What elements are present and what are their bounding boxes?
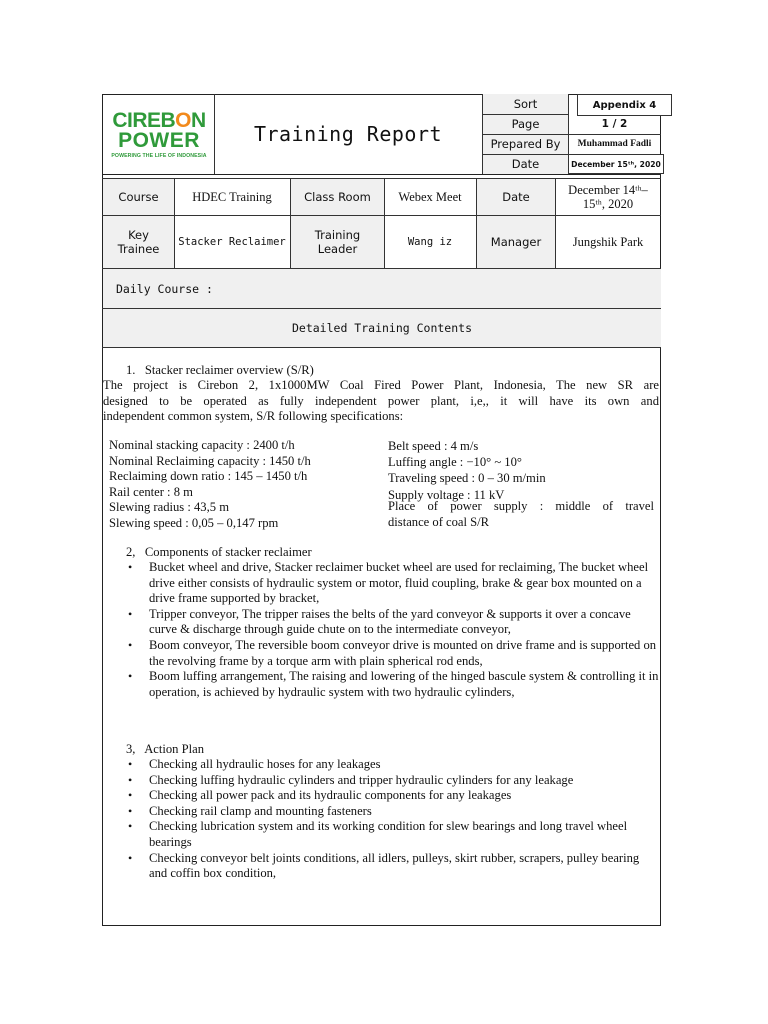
key-trainee-label-line1: Key <box>128 228 149 242</box>
meta-label-page: Page <box>483 114 568 134</box>
specs-left <box>109 438 311 532</box>
meta-value-prepared-by: Muhammad Fadli <box>577 139 652 149</box>
list-item: • Checking lubrication system and its working condition for slew bearings and long travel wheel bearings <box>126 819 660 850</box>
training-leader-label-line2: Leader <box>317 242 358 256</box>
spec-belt-speed: Belt speed : 4 m/s <box>388 439 479 453</box>
page-title: Training Report <box>253 122 443 146</box>
date-label: Date <box>477 179 555 215</box>
section3-bullet-list <box>126 757 660 882</box>
course-value: HDEC Training <box>192 189 272 204</box>
list-item: • Boom luffing arrangement, The raising and lowering of the hinged bascule system & controlling it in operation, is achieved by hydraulic system with two hydraulic cylinders, <box>126 669 660 700</box>
section3-heading: 3, Action Plan <box>126 742 205 756</box>
list-item: • Tripper conveyor, The tripper raises the belts of the yard conveyor & supports it over a concave curve & discharge through guide chute on to the intermediate conveyor, <box>126 607 660 638</box>
detailed-training-contents-header: Detailed Training Contents <box>103 309 661 347</box>
training-leader-label-line1: Training <box>314 228 361 242</box>
spec-slewing-radius: Slewing radius : 43,5 m <box>109 500 229 515</box>
date-value: December 14ᵗʰ–15ᵗʰ, 2020 <box>568 183 648 211</box>
logo-wordmark-bottom: POWER <box>118 129 200 152</box>
spec-slewing-speed: Slewing speed : 0,05 – 0,147 rpm <box>109 515 279 530</box>
training-leader-label <box>291 216 384 268</box>
meta-value-page: 1 / 2 <box>601 118 628 130</box>
logo-wordmark-top: CIREBON <box>112 109 206 132</box>
classroom-value: Webex Meet <box>398 189 462 204</box>
course-label: Course <box>103 179 174 215</box>
spec-traveling-speed: Traveling speed : 0 – 30 m/min <box>388 471 546 486</box>
cirebon-power-logo <box>104 96 214 174</box>
manager-label: Manager <box>477 216 555 268</box>
list-item: • Checking luffing hydraulic cylinders and tripper hydraulic cylinders for any leakage <box>126 773 660 789</box>
section1-paragraph-line1: The project is Cirebon 2, 1x1000MW Coal Fired Power Plant, Indonesia, The new SR are <box>103 378 659 392</box>
meta-label-prepared-by: Prepared By <box>483 134 568 154</box>
spec-reclaiming-capacity: Nominal Reclaiming capacity : 1450 t/h <box>109 453 311 468</box>
spec-rail-center: Rail center : 8 m <box>109 484 193 499</box>
meta-label-date: Date <box>483 154 568 174</box>
key-trainee-label <box>103 216 174 268</box>
specs-right <box>388 438 546 503</box>
manager-value: Jungshik Park <box>572 234 644 249</box>
section1-paragraph-line2: designed to be operated as fully independent power plant, i,e,, it will have its own and <box>103 393 659 408</box>
list-item: • Boom conveyor, The reversible boom conveyor drive is mounted on drive frame and is supported on the revolving frame by a torque arm with plain spherical rod ends, <box>126 638 660 669</box>
spec-luffing-angle: Luffing angle : −10° ~ 10° <box>388 455 522 470</box>
spec-power-supply-line1: Place of power supply : middle of travel <box>388 499 654 513</box>
list-item: • Checking rail clamp and mounting fasteners <box>126 804 660 820</box>
list-item: • Checking conveyor belt joints conditions, all idlers, pulleys, skirt rubber, scrapers, pulley bearing and coffin box condition, <box>126 851 660 882</box>
section2-bullet-list <box>126 560 660 700</box>
daily-course-text: Daily Course : <box>116 281 213 296</box>
key-trainee-value: Stacker Reclaimer <box>178 236 286 248</box>
section1-heading: 1. Stacker reclaimer overview (S/R) <box>126 363 314 377</box>
list-item: • Checking all hydraulic hoses for any leakages <box>126 757 660 773</box>
classroom-label: Class Room <box>291 179 384 215</box>
section1-paragraph-line3: independent common system, S/R following specifications: <box>103 409 404 423</box>
spec-stacking-capacity: Nominal stacking capacity : 2400 t/h <box>109 438 295 452</box>
meta-value-date: December 15ᵗʰ, 2020 <box>568 154 664 174</box>
logo-tagline: POWERING THE LIFE OF INDONESIA <box>111 153 207 159</box>
list-item: • Bucket wheel and drive, Stacker reclaimer bucket wheel are used for reclaiming, The bucket wheel drive either consists of hydraulic system or motor, fluid coupling, brake & gear box mounted on a drive frame supported by bracket, <box>126 560 660 607</box>
training-leader-value: Wang iz <box>407 236 453 248</box>
spec-power-supply-line2: distance of coal S/R <box>388 514 490 529</box>
meta-value-sort: Appendix 4 <box>577 94 672 116</box>
list-item: • Checking all power pack and its hydraulic components for any leakages <box>126 788 660 804</box>
key-trainee-label-line2: Trainee <box>117 242 160 256</box>
spec-reclaiming-down-ratio: Reclaiming down ratio : 145 – 1450 t/h <box>109 469 308 484</box>
spec-supply-voltage: Supply voltage : 11 kV <box>388 487 505 502</box>
meta-label-sort: Sort <box>483 94 568 114</box>
section2-heading: 2, Components of stacker reclaimer <box>126 545 312 559</box>
